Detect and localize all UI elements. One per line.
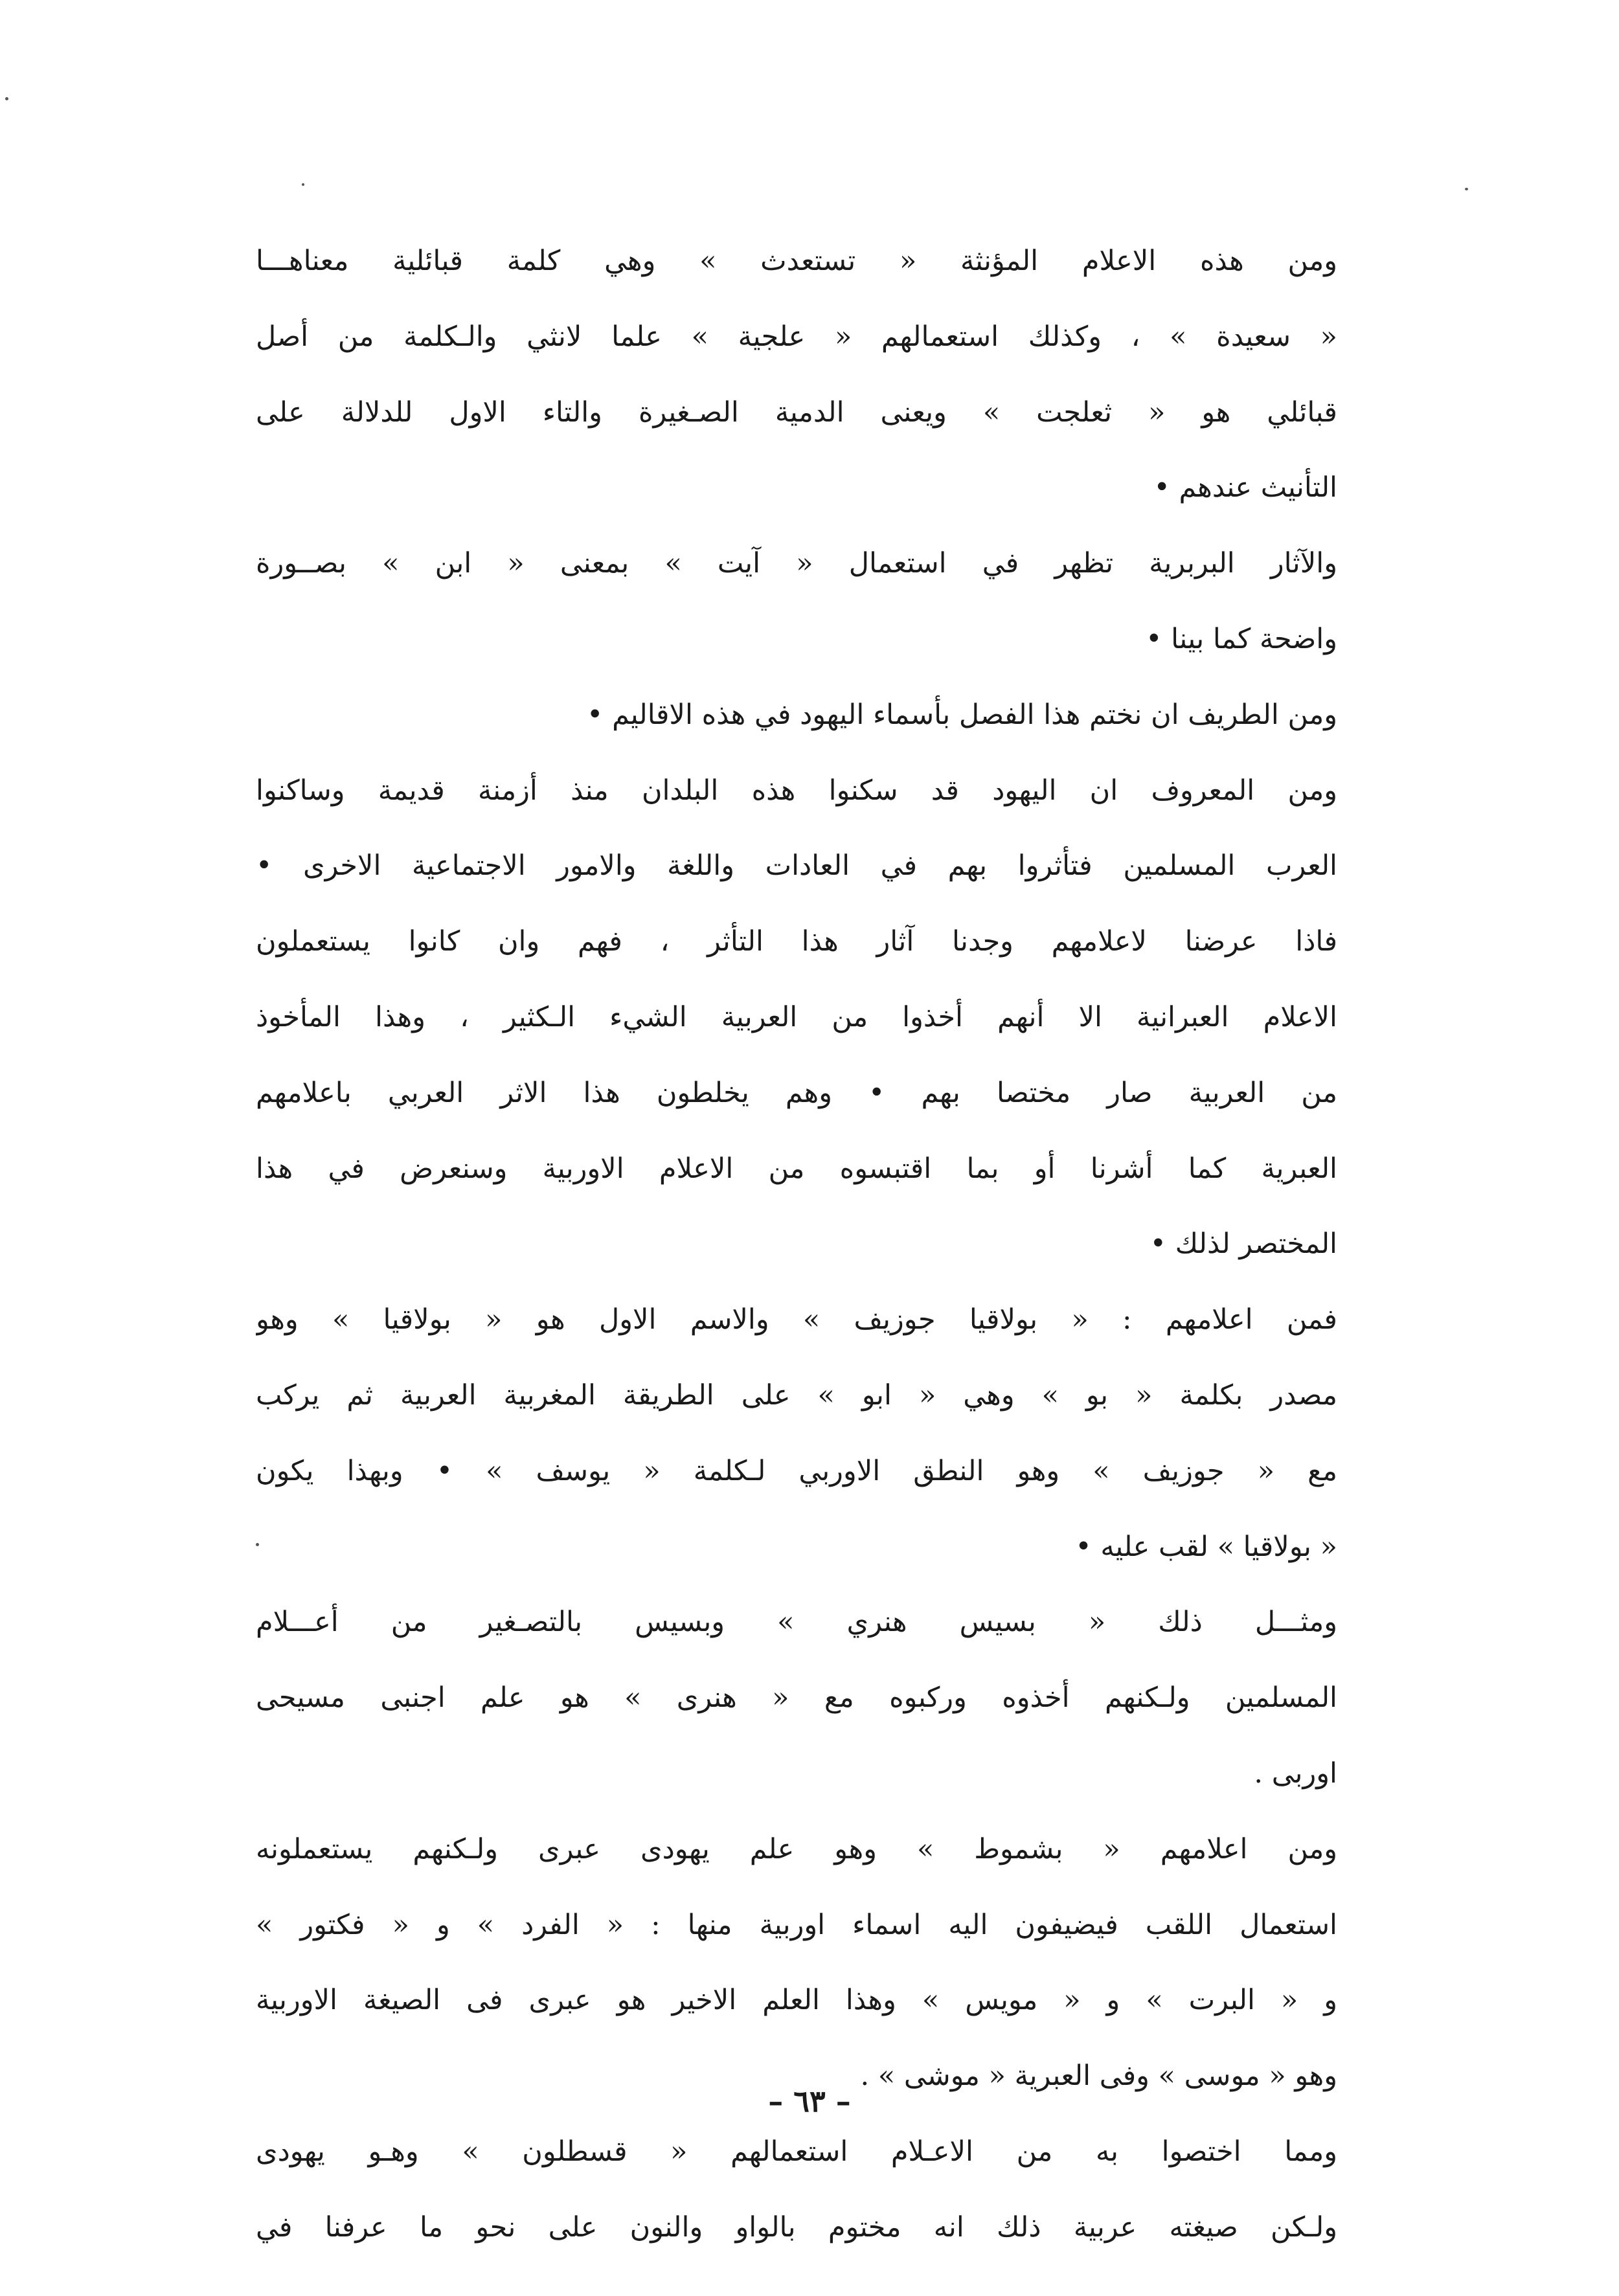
text-line: ومثـــل ذلك « بسيس هنري » وبسيس بالتصـغير من أعـــلام bbox=[256, 1606, 1337, 1639]
page-number: – ٦٣ – bbox=[768, 2084, 851, 2119]
text-line: من العربية صار مختصا بهم • وهم يخلطون هذا الاثر العربي باعلامهم bbox=[256, 1076, 1337, 1109]
text-line: فاذا عرضنا لاعلامهم وجدنا آثار هذا التأثر ، فهم وان كانوا يستعملون bbox=[256, 925, 1337, 958]
text-line: الاعلام العبرانية الا أنهم أخذوا من العربية الشيء الـكثير ، وهذا المأخوذ bbox=[256, 1000, 1337, 1033]
scan-speck bbox=[302, 183, 304, 186]
scan-speck bbox=[5, 97, 8, 100]
text-line: التأنيث عندهم • bbox=[1153, 471, 1337, 504]
text-line: المسلمين ولـكنهم أخذوه وركبوه مع « هنرى » هو علم اجنبى مسيحى bbox=[256, 1682, 1337, 1715]
text-line: وهو « موسى » وفى العبرية « موشى » . bbox=[860, 2060, 1337, 2093]
text-line: ولـكن صيغته عربية ذلك انه مختوم بالواو والنون على نحو ما عرفنا في bbox=[256, 2211, 1337, 2244]
text-line: ومن المعروف ان اليهود قد سكنوا هذه البلدان منذ أزمنة قديمة وساكنوا bbox=[256, 774, 1337, 807]
text-line: استعمال اللقب فيضيفون اليه اسماء اوربية منها : « الفرد » و « فكتور » bbox=[256, 1908, 1337, 1941]
text-line: مصدر بكلمة « بو » وهي « ابو » على الطريقة المغربية العربية ثم يركب bbox=[256, 1379, 1337, 1412]
text-line: « سعيدة » ، وكذلك استعمالهم « علجية » علما لانثي والـكلمة من أصل bbox=[256, 320, 1337, 353]
text-line: ومن اعلامهم « بشموط » وهو علم يهودى عبرى ولـكنهم يستعملونه bbox=[256, 1832, 1337, 1865]
text-line: ومما اختصوا به من الاعـلام استعمالهم « قسطلون » وهـو يهودى bbox=[256, 2135, 1337, 2168]
text-line: ومن هذه الاعلام المؤنثة « تستعدث » وهي كلمة قبائلية معناهـــا bbox=[256, 245, 1337, 277]
text-line: مع « جوزيف » وهو النطق الاوربي لـكلمة « يوسف » • وبهذا يكون bbox=[256, 1454, 1337, 1487]
text-line: العرب المسلمين فتأثروا بهم في العادات واللغة والامور الاجتماعية الاخرى • bbox=[256, 850, 1337, 883]
text-line: والآثار البربرية تظهر في استعمال « آيت » بمعنى « ابن » بصــورة bbox=[256, 547, 1337, 580]
text-line: العبرية كما أشرنا أو بما اقتبسوه من الاعلام الاوربية وسنعرض في هذا bbox=[256, 1152, 1337, 1185]
scan-speck bbox=[256, 1543, 259, 1546]
text-line: و « البرت » و « مويس » وهذا العلم الاخير هو عبرى فى الصيغة الاوربية bbox=[256, 1984, 1337, 2017]
text-line: واضحة كما بينا • bbox=[1146, 622, 1337, 655]
scan-speck bbox=[1465, 188, 1468, 190]
text-line: المختصر لذلك • bbox=[1149, 1228, 1337, 1261]
body-text bbox=[256, 223, 1337, 2266]
text-line: فمن اعلامهم : « بولاقيا جوزيف » والاسم الاول هو « بولاقيا » وهو bbox=[256, 1303, 1337, 1336]
text-line: « بولاقيا » لقب عليه • bbox=[1075, 1530, 1337, 1563]
text-line: ومن الطريف ان نختم هذا الفصل بأسماء اليهود في هذه الاقاليم • bbox=[587, 698, 1337, 731]
text-line: قبائلي هو « ثعلجت » ويعنى الدمية الصـغيرة والتاء الاول للدلالة على bbox=[256, 396, 1337, 429]
text-line: اوربى . bbox=[1254, 1757, 1337, 1790]
